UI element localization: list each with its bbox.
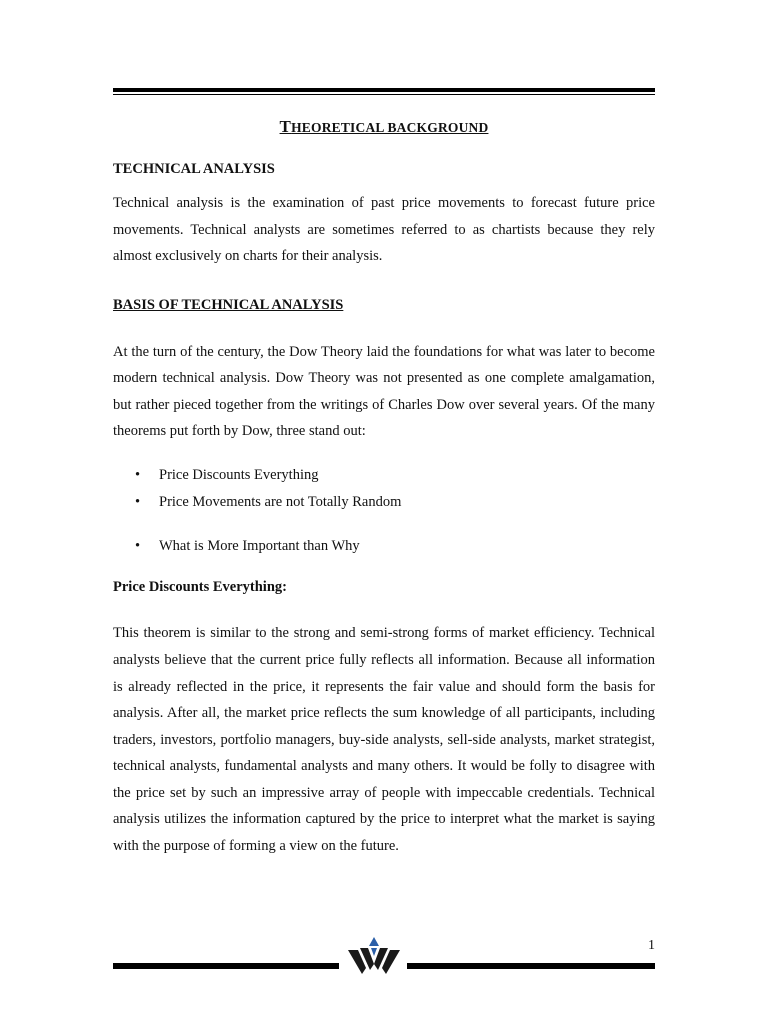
paragraph-price-discounts: This theorem is similar to the strong and semi-strong forms of market efficiency. Technical analysts believe that the current price fully reflects all information. Because all information is already reflected in the price, it represents the fair value and should form the basis for analysis. After all, the market price reflects the sum knowledge of all participants, including traders, investors, portfolio managers, buy-side analysts, sell-side analysts, market strategist, technical analysts, fundamental analysts and many others. It would be folly to disagree with the price set by such an impressive array of people with impeccable credentials. Technical analysis utilizes the information captured by the price to interpret what the market is saying with the purpose of forming a view on the future.: [113, 625, 655, 855]
logo-graphic: [346, 934, 402, 976]
heading-price-discounts: Price Discounts Everything:: [113, 578, 287, 595]
paragraph-basis: At the turn of the century, the Dow Theory laid the foundations for what was later to become modern technical analysis. Dow Theory was not presented as one complete amalgamation, but rather pieced together from the writings of Charles Dow over several years. Of the many theorems put forth by Dow, three stand out:: [113, 343, 655, 440]
bullet-icon: •: [135, 538, 141, 555]
header-rule: [113, 88, 655, 95]
list-item: [135, 462, 655, 489]
logo-accent: [369, 937, 379, 946]
list-item: [135, 489, 655, 516]
bullet-icon: •: [135, 493, 141, 510]
heading-technical-analysis: TECHNICAL ANALYSIS: [113, 160, 275, 177]
footer-rule-right: [407, 963, 655, 969]
theorems-list: [113, 462, 655, 560]
list-item-text: What is More Important than Why: [159, 538, 360, 555]
footer-rule-left: [113, 963, 339, 969]
header-rule-thick: [113, 88, 655, 92]
page-title-initial: T: [279, 117, 292, 136]
page-number: 1: [648, 938, 655, 953]
logo-accent-lower: [371, 948, 377, 956]
header-rule-thin: [113, 94, 655, 95]
list-item-text: Price Discounts Everything: [159, 466, 319, 483]
bullet-icon: •: [135, 466, 141, 483]
list-item: [135, 533, 655, 560]
list-item-text: Price Movements are not Totally Random: [159, 493, 402, 510]
document-body: [113, 110, 655, 860]
page-title: [113, 114, 655, 142]
heading-basis-of-technical-analysis: BASIS OF TECHNICAL ANALYSIS: [113, 296, 344, 313]
paragraph-technical-analysis: Technical analysis is the examination of past price movements to forecast future price movements. Technical analysts are sometimes referred to as chartists because they rely almost exclusively on charts for their analysis.: [113, 195, 655, 265]
company-logo-icon: [346, 934, 402, 976]
page-title-rest: HEORETICAL BACKGROUND: [291, 120, 489, 135]
